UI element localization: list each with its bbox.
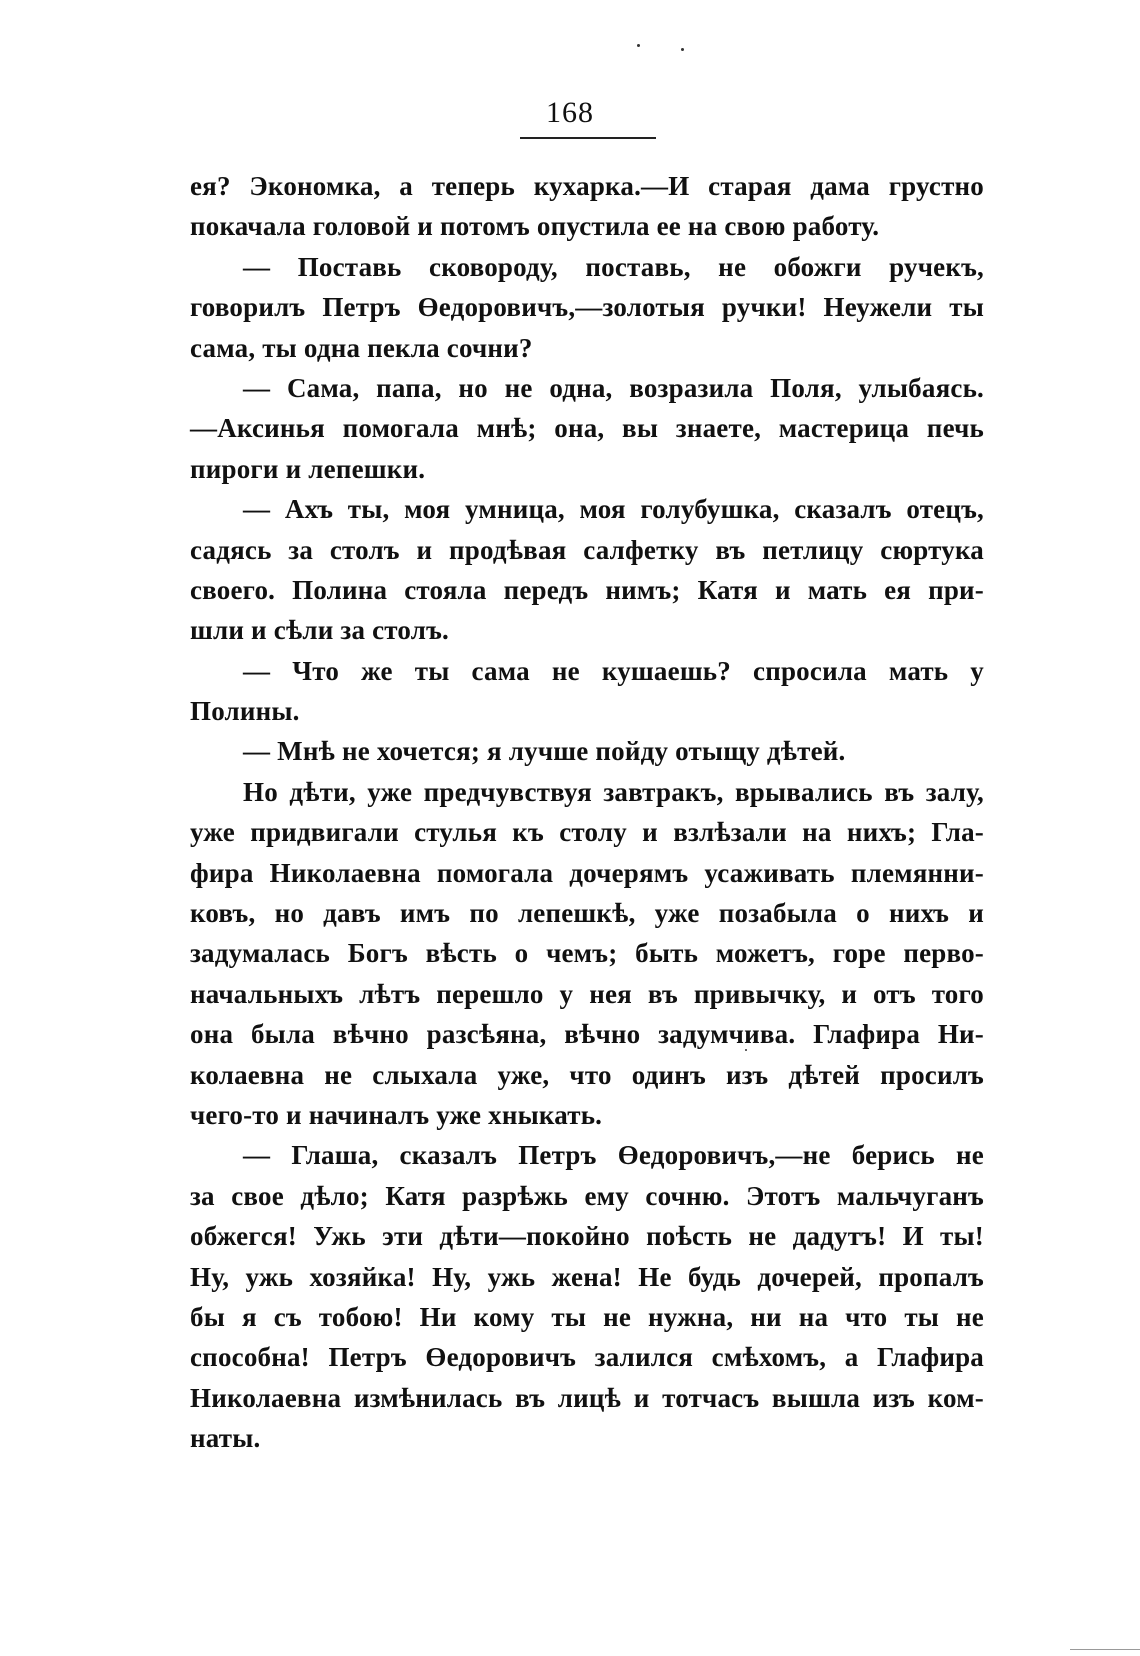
text-line: обжегся! Ужь эти дѣти—покойно поѣсть не дадутъ! И ты! bbox=[190, 1221, 984, 1252]
text-line: сама, ты одна пекла сочни? bbox=[190, 332, 533, 363]
text-line: ея? Экономка, а теперь кухарка.—И старая дама грустно bbox=[190, 171, 984, 201]
page-number: 168 bbox=[546, 96, 594, 129]
text-line: колаевна не слыхала уже, что одинъ изъ дѣтей просилъ bbox=[190, 1059, 984, 1090]
text-line: бы я съ тобою! Ни кому ты не нужна, ни на что ты не bbox=[190, 1301, 984, 1332]
text-line: пироги и лепешки. bbox=[190, 453, 426, 484]
text-line: начальныхъ лѣтъ перешло у нея въ привычку, и отъ того bbox=[190, 978, 984, 1009]
text-line: Но дѣти, уже предчувствуя завтракъ, врывались въ залу, bbox=[243, 776, 984, 807]
text-line: ковъ, но давъ имъ по лепешкѣ, уже позабыла о нихъ и bbox=[190, 898, 984, 929]
text-line: уже придвигали стулья къ столу и взлѣзали на нихъ; Гла- bbox=[190, 817, 984, 848]
text-line: способна! Петръ Өедоровичъ залился смѣхомъ, а Глафира bbox=[190, 1342, 984, 1373]
page-number-rule bbox=[520, 137, 656, 139]
print-speck bbox=[681, 48, 684, 51]
text-line: она была вѣчно разсѣяна, вѣчно задумчива. Глафира Ни- bbox=[190, 1019, 984, 1050]
text-line: садясь за столъ и продѣвая салфетку въ петлицу сюртука bbox=[190, 534, 984, 565]
text-line: наты. bbox=[190, 1423, 261, 1454]
text-line: шли и сѣли за столъ. bbox=[190, 615, 449, 646]
text-line: Николаевна измѣнилась въ лицѣ и тотчасъ вышла изъ ком- bbox=[190, 1382, 984, 1413]
scan-edge-mark bbox=[1070, 1649, 1140, 1656]
text-line: задумалась Богъ вѣсть о чемъ; быть можетъ, горе перво- bbox=[190, 938, 984, 969]
text-line: покачала головой и потомъ опустила ее на свою работу. bbox=[190, 211, 880, 242]
text-line: говорилъ Петръ Өедоровичъ,—золотыя ручки! Неужели ты bbox=[190, 292, 984, 323]
text-line: —Аксинья помогала мнѣ; она, вы знаете, мастерица печь bbox=[190, 413, 984, 444]
text-line: — Мнѣ не хочется; я лучше пойду отыщу дѣтей. bbox=[243, 736, 846, 767]
print-speck bbox=[637, 44, 640, 47]
text-line: — Сама, папа, но не одна, возразила Поля, улыбаясь. bbox=[243, 372, 984, 403]
text-line: фира Николаевна помогала дочерямъ усаживать племянни- bbox=[190, 857, 984, 888]
text-line: — Поставь сковороду, поставь, не обожги ручекъ, bbox=[243, 251, 984, 282]
text-line: — Ахъ ты, моя умница, моя голубушка, сказалъ отецъ, bbox=[243, 494, 984, 525]
body-text bbox=[190, 166, 984, 1459]
text-line: чего-то и начиналъ уже хныкать. bbox=[190, 1099, 603, 1130]
text-line: Полины. bbox=[190, 696, 300, 727]
text-line: за свое дѣло; Катя разрѣжь ему сочню. Этотъ мальчуганъ bbox=[190, 1180, 984, 1211]
print-speck bbox=[745, 1049, 747, 1051]
text-line: — Глаша, сказалъ Петръ Өедоровичъ,—не берись не bbox=[243, 1140, 984, 1171]
text-line: своего. Полина стояла передъ нимъ; Катя и мать ея при- bbox=[190, 574, 984, 605]
text-line: Ну, ужь хозяйка! Ну, ужь жена! Не будь дочерей, пропалъ bbox=[190, 1261, 984, 1292]
text-line: — Что же ты сама не кушаешь? спросила мать у bbox=[243, 655, 984, 686]
